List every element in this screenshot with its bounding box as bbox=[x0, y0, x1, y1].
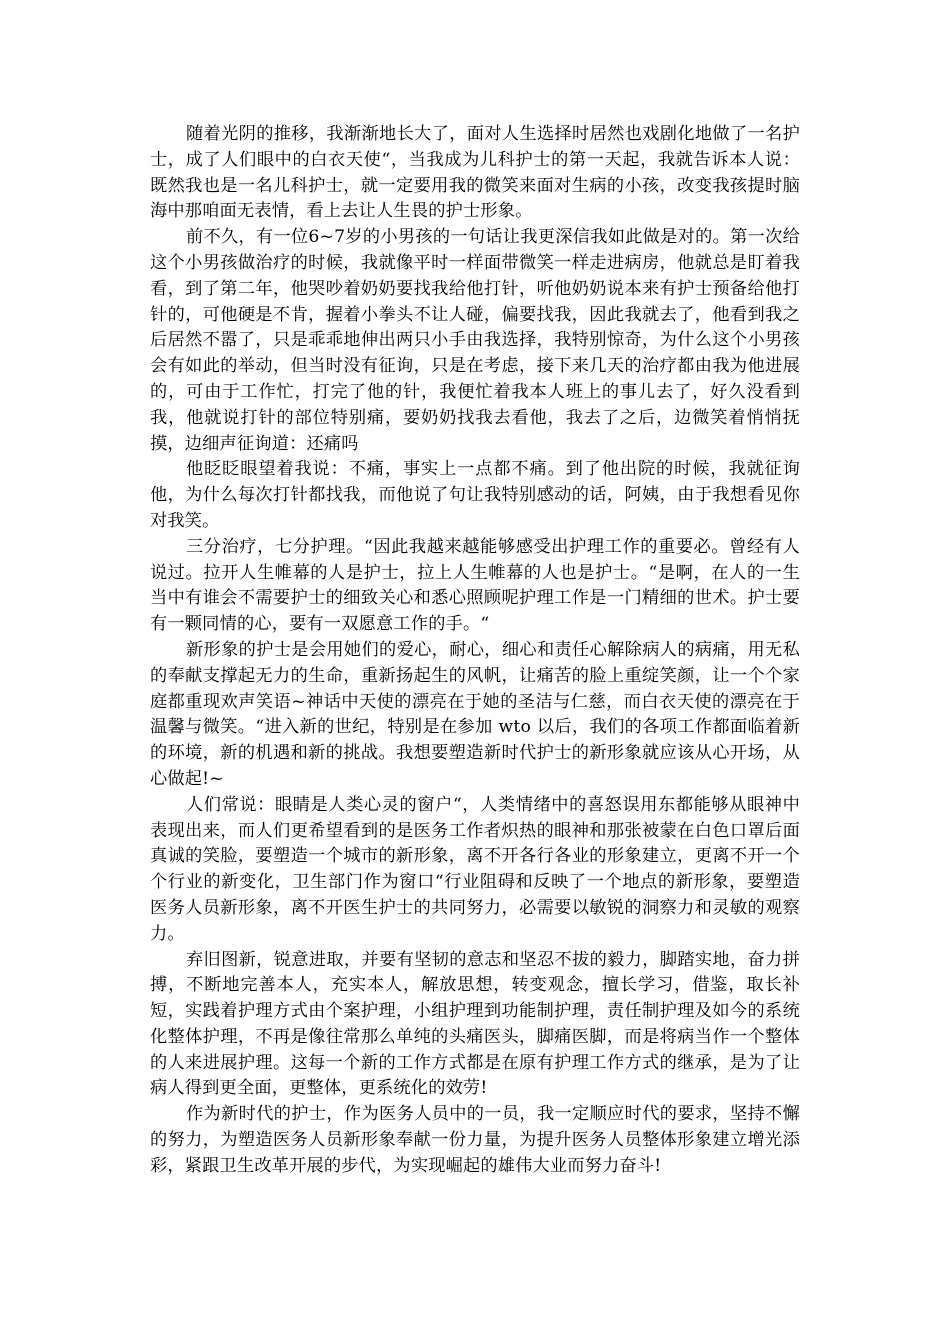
paragraph-1: 随着光阴的推移，我渐渐地长大了，面对人生选择时居然也戏剧化地做了一名护士，成了人们眼中的白衣天使“，当我成为儿科护士的第一天起，我就告诉本人说：既然我也是一名儿科护士，就一定要用我的微笑来面对生病的小孩，改变我孩提时脑海中那咱面无表情，看上去让人生畏的护士形象。 bbox=[150, 124, 800, 222]
paragraph-6: 人们常说：眼睛是人类心灵的窗户“，人类情绪中的喜怒误用东都能够从眼神中表现出来，而人们更希望看到的是医务工作者炽热的眼神和那张被蒙在白色口罩后面真诚的笑脸，要塑造一个城市的新形象，离不开各行各业的形象建立，更离不开一个个行业的新变化，卫生部门作为窗口“行业阻碍和反映了一个地点的新形象，要塑造医务人员新形象，离不开医生护士的共同努力，必需要以敏锐的洞察力和灵敏的观察力。 bbox=[150, 794, 800, 944]
paragraph-2: 前不久，有一位6~7岁的小男孩的一句话让我更深信我如此做是对的。第一次给这个小男孩做治疗的时候，我就像平时一样面带微笑一样走进病房，他就总是盯着我看，到了第二年，他哭吵着奶奶要找我给他打针，听他奶奶说本来有护士预备给他打针的，可他硬是不肯，握着小拳头不让人碰，偏要找我，因此我就去了，他看到我之后居然不嚣了，只是乖乖地伸出两只小手由我选择，我特别惊奇，为什么这个小男孩会有如此的举动，但当时没有征询，只是在考虑，接下来几天的治疗都由我为他进展的，可由于工作忙，打完了他的针，我便忙着我本人班上的事儿去了，好久没看到我，他就说打针的部位特别痛，要奶奶找我去看他，我去了之后，边微笑着悄悄抚摸，边细声征询道：还痛吗 bbox=[150, 227, 800, 454]
paragraph-7: 弃旧图新，锐意进取，并要有坚韧的意志和坚忍不拔的毅力，脚踏实地，奋力拼搏，不断地完善本人，充实本人，解放思想，转变观念，擅长学习，借鉴，取长补短，实践着护理方式由个案护理，小组护理到功能制护理，责任制护理及如今的系统化整体护理，不再是像往常那么单纯的头痛医头，脚痛医脚，而是将病当作一个整体的人来进展护理。这每一个新的工作方式都是在原有护理工作方式的继承，是为了让病人得到更全面，更整体，更系统化的效劳! bbox=[150, 949, 800, 1099]
paragraph-4: 三分治疗，七分护理。“因此我越来越能够感受出护理工作的重要必。曾经有人说过。拉开人生帷幕的人是护士，拉上人生帷幕的人也是护士。“是啊，在人的一生当中有谁会不需要护士的细致关心和悉心照顾呢护理工作是一门精细的世术。护士要有一颗同情的心，要有一双愿意工作的手。“ bbox=[150, 536, 800, 635]
paragraph-3: 他眨眨眼望着我说：不痛，事实上一点都不痛。到了他出院的时候，我就征询他，为什么每次打针都找我，而他说了句让我特别感动的话，阿姨，由于我想看见你对我笑。 bbox=[150, 459, 800, 531]
paragraph-5: 新形象的护士是会用她们的爱心，耐心，细心和责任心解除病人的病痛，用无私的奉献支撑起无力的生命，重新扬起生的风帆，让痛苦的脸上重绽笑颜，让一个个家庭都重现欢声笑语~神话中天使的漂亮在于她的圣洁与仁慈，而白衣天使的漂亮在于温馨与微笑。“进入新的世纪，特别是在参加 wto 以后，我们的各项工作都面临着新的环境，新的机遇和新的挑战。我想要塑造新时代护士的新形象就应该从心开场，从心做起!~ bbox=[150, 639, 800, 789]
document-body bbox=[150, 122, 800, 1180]
paragraph-8: 作为新时代的护士，作为医务人员中的一员，我一定顺应时代的要求，坚持不懈的努力，为塑造医务人员新形象奉献一份力量，为提升医务人员整体形象建立增光添彩，紧跟卫生改革开展的步代，为实现崛起的雄伟大业而努力奋斗! bbox=[150, 1104, 800, 1176]
